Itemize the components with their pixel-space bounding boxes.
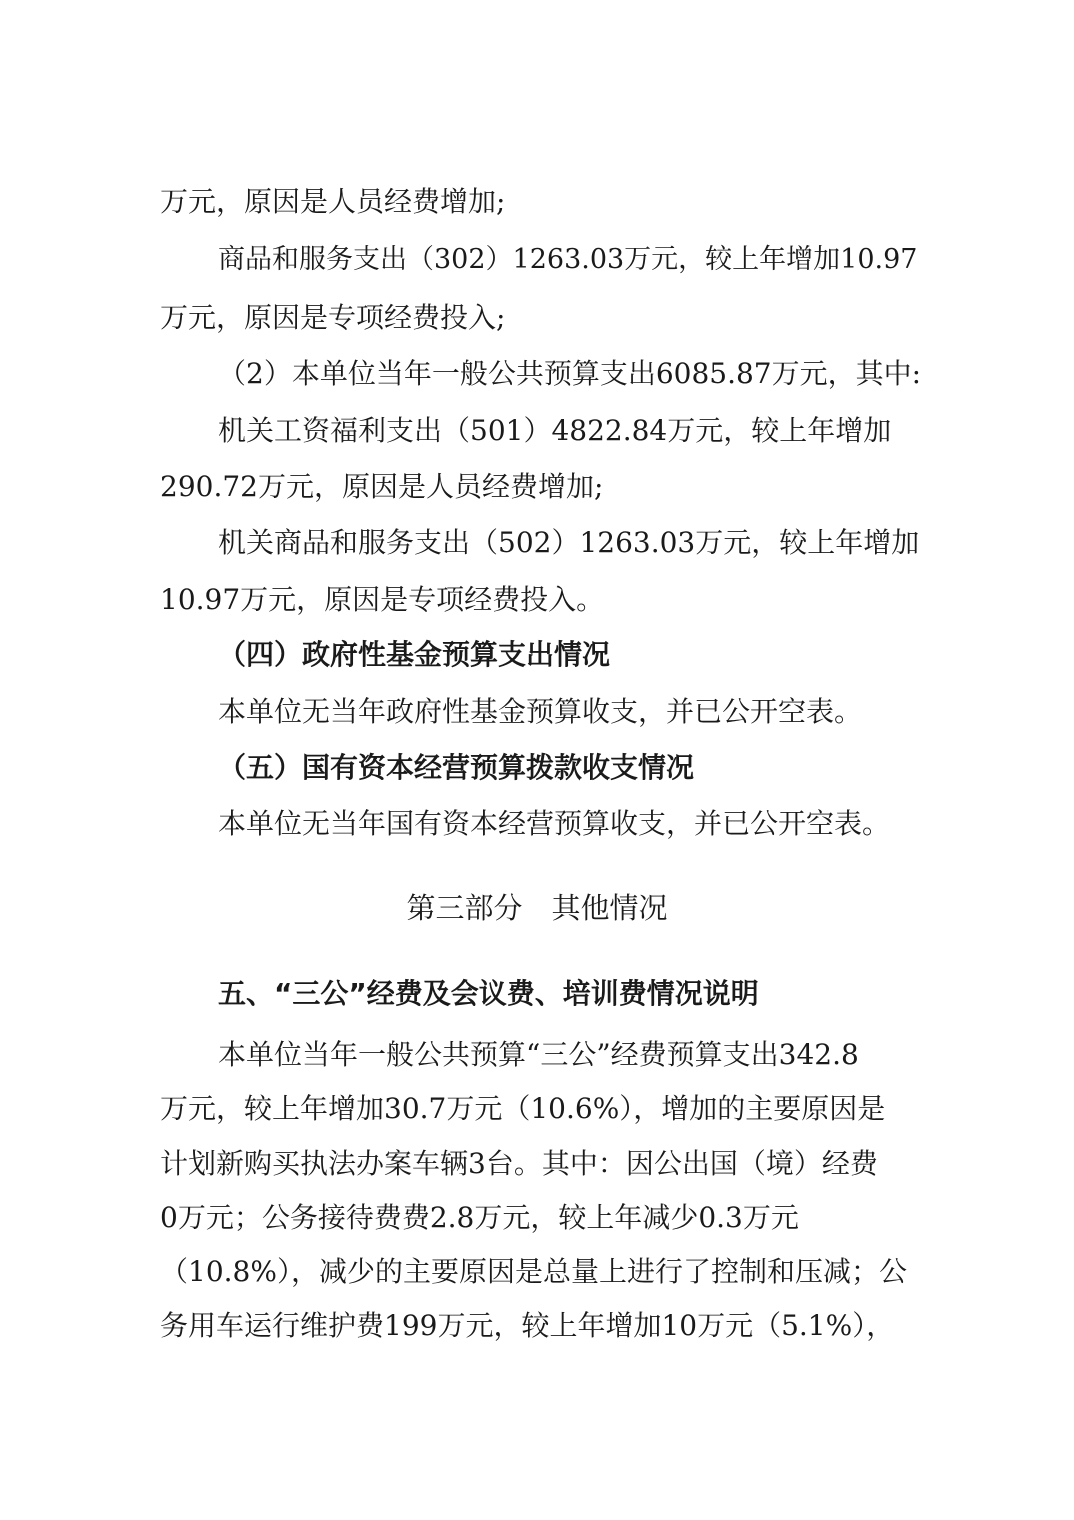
text-line: 机关商品和服务支出（502）1263.03万元，较上年增加 (218, 526, 920, 559)
text-line: （10.8%），减少的主要原因是总量上进行了控制和压减；公 (160, 1255, 907, 1288)
text-line: 万元，原因是人员经费增加; (160, 185, 506, 218)
section-heading: 五、“三公”经费及会议费、培训费情况说明 (218, 977, 759, 1010)
heading-government-fund: （四）政府性基金预算支出情况 (218, 638, 611, 671)
heading-state-capital: （五）国有资本经营预算拨款收支情况 (218, 751, 695, 784)
text-line: 10.97万元，原因是专项经费投入。 (160, 583, 605, 616)
text-line: 本单位无当年国有资本经营预算收支，并已公开空表。 (218, 807, 891, 840)
text-line: 万元，较上年增加30.7万元（10.6%），增加的主要原因是 (160, 1092, 886, 1125)
text-line: 商品和服务支出（302）1263.03万元，较上年增加10.97 (218, 244, 918, 275)
text-line: 计划新购买执法办案车辆3台。其中：因公出国（境）经费 (160, 1147, 878, 1180)
text-line: 机关工资福利支出（501）4822.84万元，较上年增加 (218, 414, 892, 447)
text-line: 务用车运行维护费199万元，较上年增加10万元（5.1%）， (160, 1309, 895, 1342)
text-line: 290.72万元，原因是人员经费增加; (160, 470, 604, 503)
text-line: 万元，原因是专项经费投入; (160, 301, 506, 334)
part-title: 第三部分 其他情况 (406, 891, 668, 925)
text-line: （2）本单位当年一般公共预算支出6085.87万元，其中: (218, 357, 922, 390)
text-line: 本单位无当年政府性基金预算收支，并已公开空表。 (218, 695, 863, 728)
text-line: 0万元；公务接待费费2.8万元，较上年减少0.3万元 (160, 1201, 799, 1234)
text-line: 本单位当年一般公共预算“三公”经费预算支出342.8 (218, 1038, 859, 1071)
